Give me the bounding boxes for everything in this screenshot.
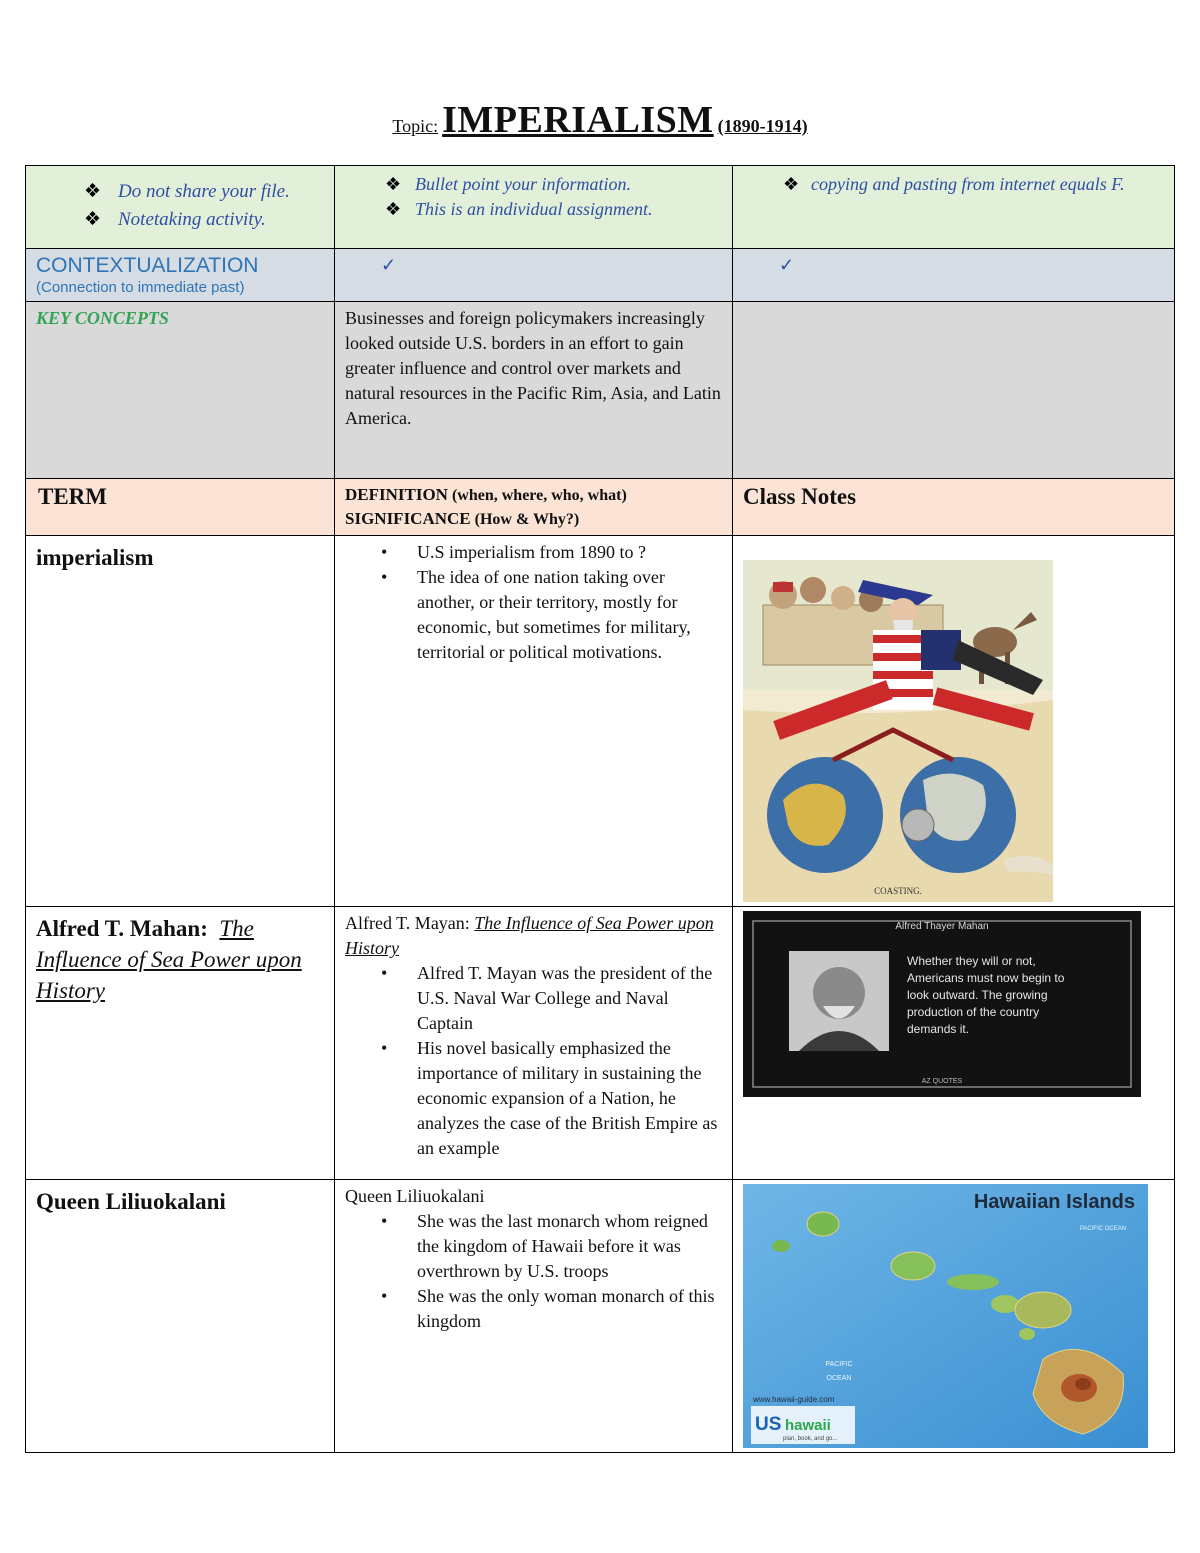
term-text: imperialism	[36, 545, 154, 570]
definition-bullet: • U.S imperialism from 1890 to ?	[345, 540, 722, 565]
instructions-col1	[26, 166, 335, 249]
map-ocean-label: PACIFIC OCEAN	[1079, 1226, 1127, 1232]
instructions-row	[26, 166, 1175, 249]
key-concepts-text: Businesses and foreign policymakers increasingly looked outside U.S. borders in an effort to gain greater influence and control over markets and natural resources in the Pacific Rim, Asia, and Latin America.	[345, 308, 721, 428]
key-concepts-row	[26, 302, 1175, 479]
quote-header: Alfred Thayer Mahan	[895, 921, 989, 932]
instruction-item: ❖ copying and pasting from internet equals F.	[743, 172, 1164, 197]
diamond-bullet-icon: ❖	[84, 209, 102, 230]
contextualization-subtitle: (Connection to immediate past)	[36, 279, 245, 296]
contextualization-title: CONTEXTUALIZATION	[36, 254, 259, 277]
checkmark-icon: ✓	[381, 255, 397, 275]
term-cell	[26, 1180, 335, 1453]
definition-reference: Alfred T. Mayan: The Influence of Sea Power upon History	[345, 913, 714, 958]
document-title	[0, 98, 1200, 142]
contextualization-cell-2[interactable]	[335, 249, 733, 302]
definition-bullet: • The idea of one nation taking over another, or their territory, mostly for economic, but sometimes for military, territorial or political motivations.	[345, 565, 722, 665]
table-row	[26, 536, 1175, 907]
checkmark-icon: ✓	[779, 255, 795, 275]
notes-cell	[733, 1180, 1175, 1453]
quote-text: Whether they will or not, Americans must now begin to look outward. The growing production of the country demands it.	[907, 954, 1065, 1036]
diamond-bullet-icon: ❖	[385, 174, 402, 194]
notes-header-cell	[733, 479, 1175, 536]
notes-cell	[733, 536, 1175, 907]
map-brand-us: US	[755, 1414, 782, 1435]
map-ocean-label-3: OCEAN	[826, 1375, 852, 1382]
definition-cell	[335, 907, 733, 1180]
definition-bullet: • His novel basically emphasized the importance of military in sustaining the economic expansion of a Nation, he analyzes the case of the British Empire as an example	[345, 1036, 722, 1161]
contextualization-label-cell	[26, 249, 335, 302]
term-header-cell	[26, 479, 335, 536]
mahan-quote-image	[743, 911, 1141, 1097]
topic-years: (1890-1914)	[717, 116, 808, 136]
term-text: Queen Liliuokalani	[36, 1189, 226, 1214]
topic-label: Topic:	[392, 116, 439, 136]
cartoon-caption: COASTING.	[874, 886, 922, 896]
contextualization-row	[26, 249, 1175, 302]
class-notes-header: Class Notes	[743, 484, 857, 509]
instruction-item: ❖ Notetaking activity.	[36, 206, 324, 234]
instruction-item: ❖ Bullet point your information.	[345, 172, 722, 197]
diamond-bullet-icon: ❖	[385, 199, 402, 219]
definition-bullet: • She was the only woman monarch of this kingdom	[345, 1284, 722, 1334]
column-header-row	[26, 479, 1175, 536]
contextualization-cell-3[interactable]	[733, 249, 1175, 302]
notes-table	[25, 165, 1175, 1453]
definition-bullet: • She was the last monarch whom reigned the kingdom of Hawaii before it was overthrown by U.S. troops	[345, 1209, 722, 1284]
instructions-col3	[733, 166, 1175, 249]
map-brand-hawaii: hawaii	[785, 1417, 831, 1434]
key-concepts-label-cell	[26, 302, 335, 479]
definition-bullet: • Alfred T. Mayan was the president of the U.S. Naval War College and Naval Captain	[345, 961, 722, 1036]
table-row	[26, 907, 1175, 1180]
key-concepts-text-cell	[335, 302, 733, 479]
map-ocean-label-2: PACIFIC	[825, 1361, 853, 1368]
book-title-link[interactable]: The Influence of Sea Power upon History	[36, 916, 302, 1003]
hawaii-map-image	[743, 1184, 1148, 1448]
term-cell	[26, 536, 335, 907]
key-concepts-title: KEY CONCEPTS	[36, 308, 169, 328]
definition-header-cell	[335, 479, 733, 536]
instructions-col2	[335, 166, 733, 249]
term-text: Alfred T. Mahan: The Influence of Sea Power upon History	[36, 916, 302, 1003]
key-concepts-empty-cell[interactable]	[733, 302, 1175, 479]
table-row	[26, 1180, 1175, 1453]
diamond-bullet-icon: ❖	[783, 174, 800, 194]
instruction-item: ❖ This is an individual assignment.	[345, 197, 722, 222]
definition-header: DEFINITION (when, where, who, what) SIGNIFICANCE (How & Why?)	[345, 485, 627, 528]
uncle-sam-cartoon-image	[743, 560, 1053, 902]
map-tagline: plan, book, and go...	[783, 1436, 838, 1442]
map-url: www.hawaii-guide.com	[753, 1395, 835, 1404]
term-cell	[26, 907, 335, 1180]
instruction-item: ❖ Do not share your file.	[36, 178, 324, 206]
topic-title: IMPERIALISM	[442, 99, 714, 141]
definition-reference: Queen Liliuokalani	[345, 1186, 485, 1206]
map-title: Hawaiian Islands	[973, 1191, 1135, 1213]
definition-cell	[335, 536, 733, 907]
diamond-bullet-icon: ❖	[84, 181, 102, 202]
notes-cell	[733, 907, 1175, 1180]
definition-cell	[335, 1180, 733, 1453]
quote-footer: AZ QUOTES	[921, 1078, 963, 1085]
term-header: TERM	[38, 484, 107, 509]
